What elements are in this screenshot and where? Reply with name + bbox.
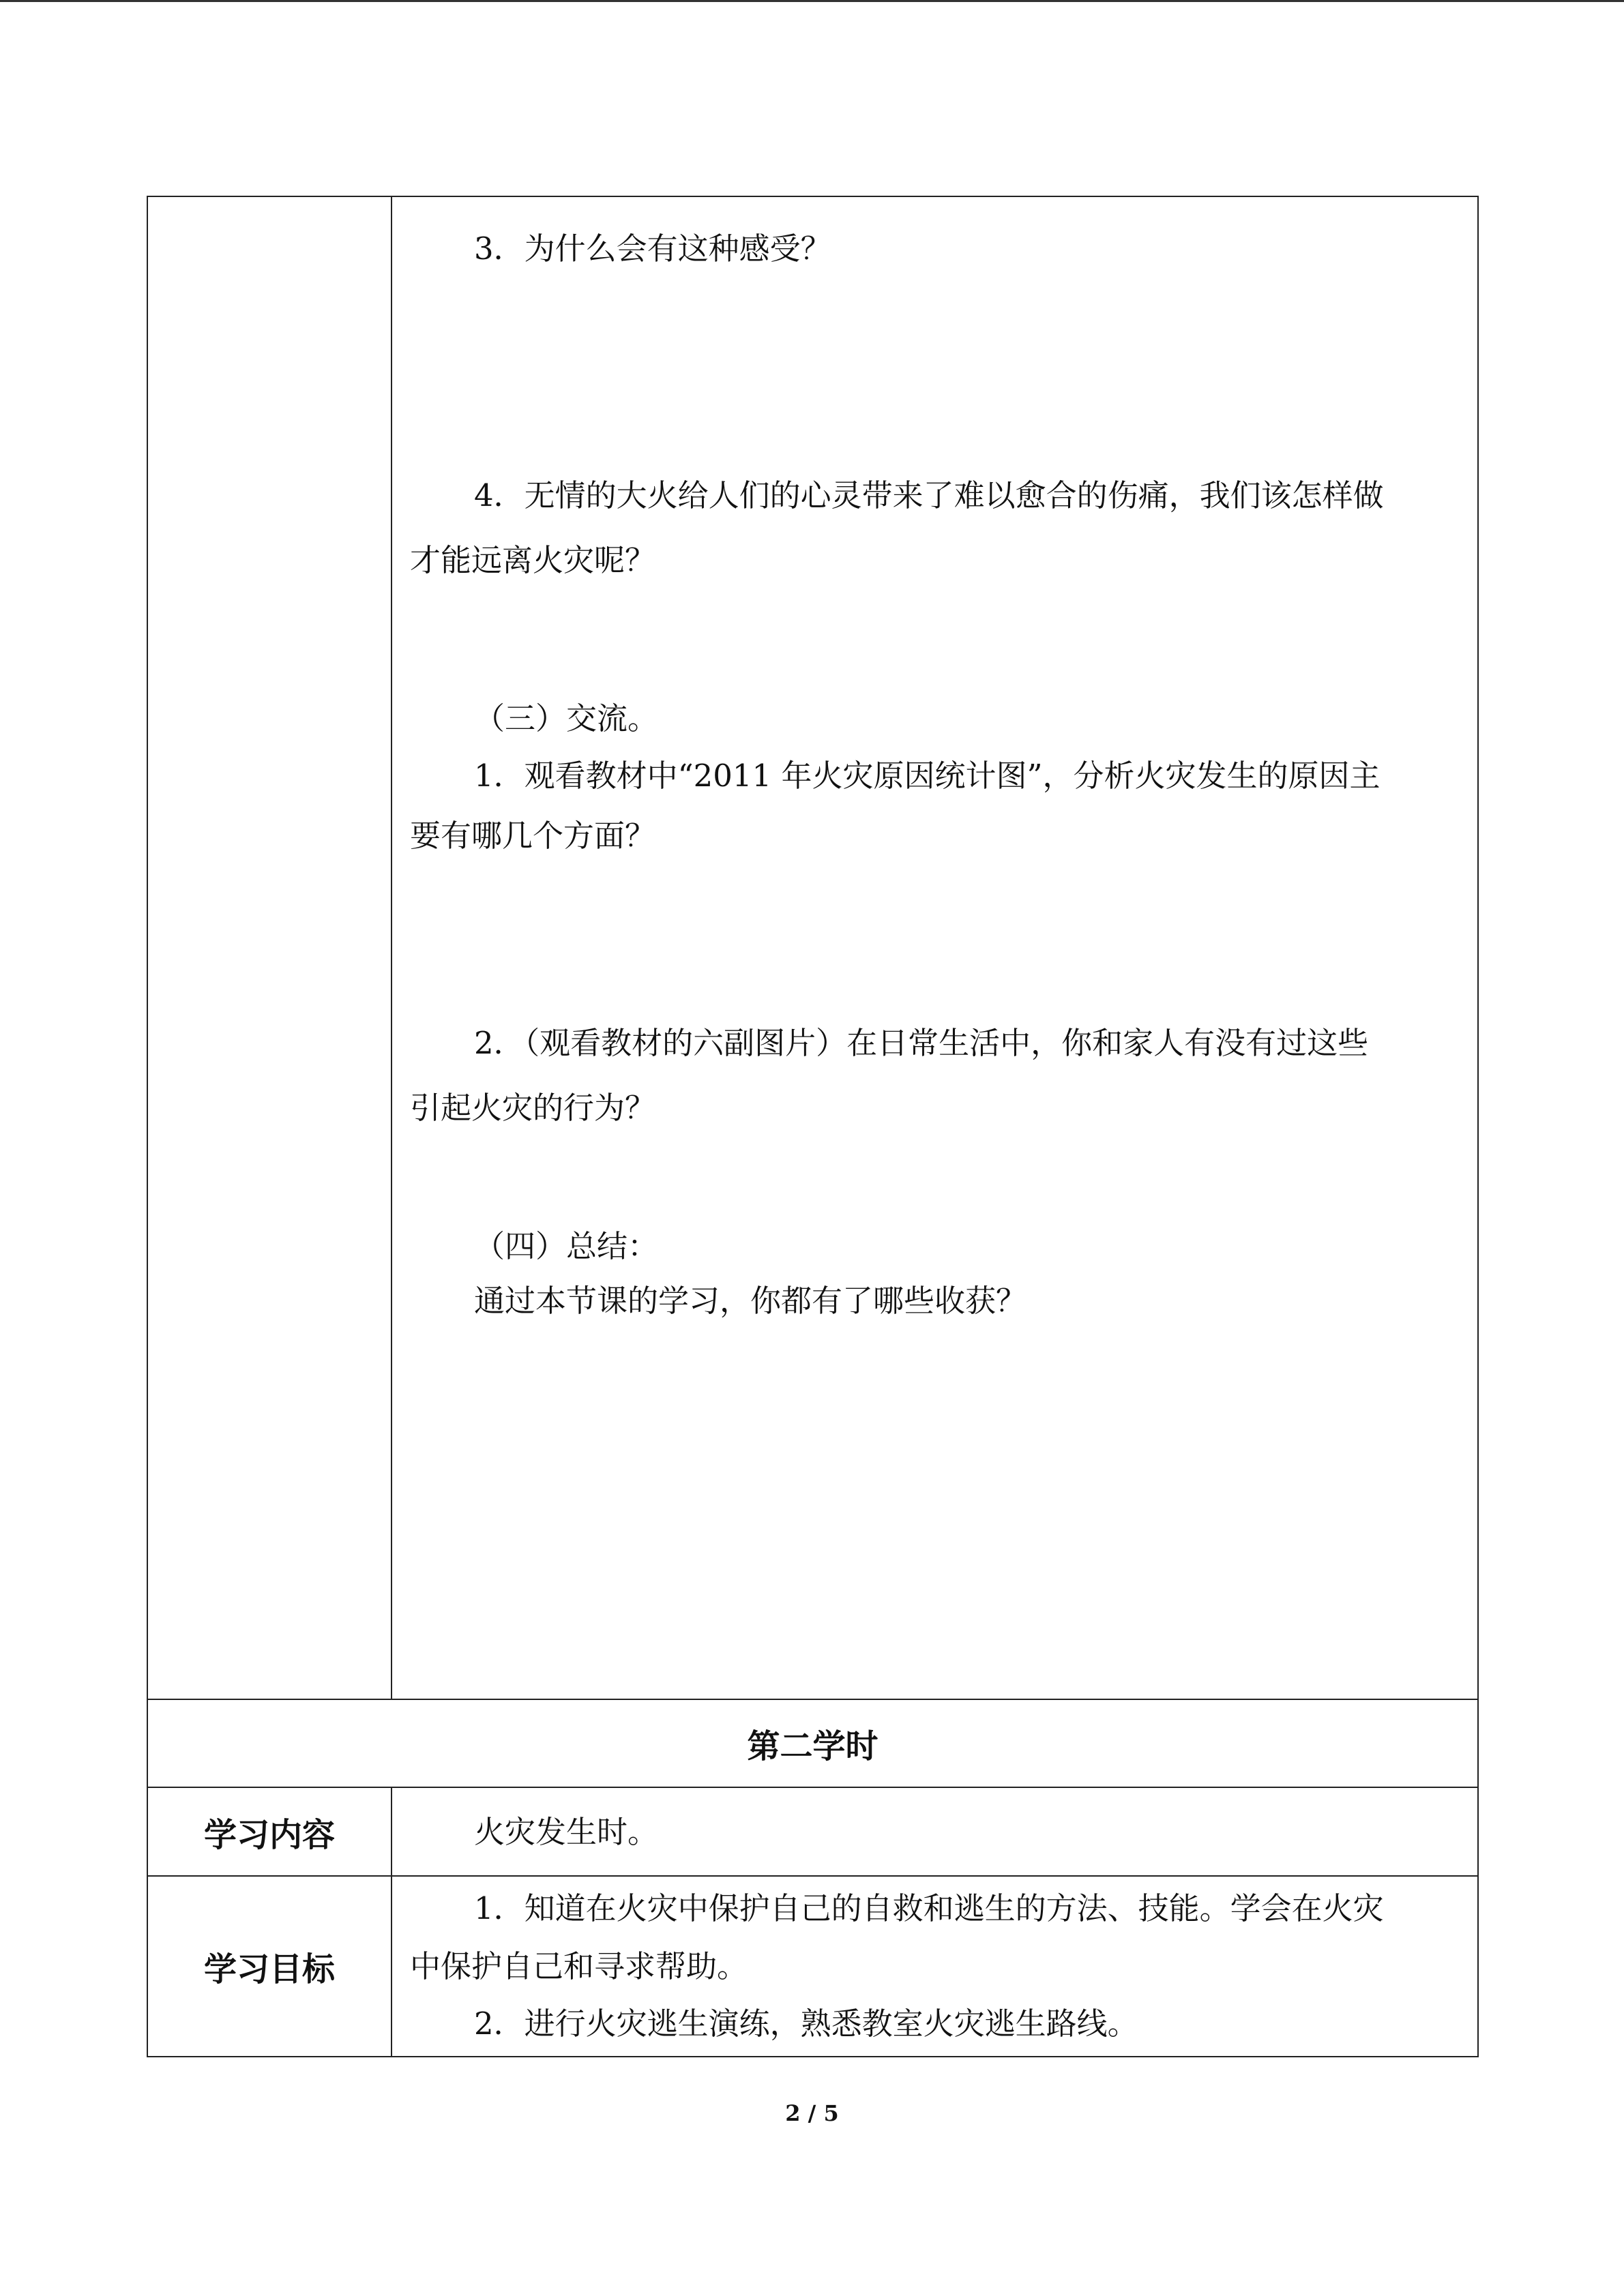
- content-value: 火灾发生时。: [474, 1813, 659, 1850]
- goals-row: [147, 1876, 1478, 2057]
- goals-value-cell: [392, 1876, 1478, 2057]
- part-3-question-2-line1: 2．（观看教材的六副图片）在日常生活中，你和家人有没有过这些: [474, 1025, 1369, 1061]
- page-top-border: [0, 0, 1624, 2]
- question-4-line2: 才能远离火灾呢？: [410, 542, 656, 578]
- question-3: 3．为什么会有这种感受？: [474, 230, 831, 267]
- goal-1-line2: 中保护自己和寻求帮助。: [410, 1948, 748, 1984]
- content-row: [147, 1787, 1478, 1876]
- goals-label: 学习目标: [147, 1876, 392, 2057]
- goal-2: 2．进行火灾逃生演练，熟悉教室火灾逃生路线。: [474, 2006, 1138, 2042]
- content-label: 学习内容: [147, 1787, 392, 1876]
- question-4-line1: 4．无情的大火给人们的心灵带来了难以愈合的伤痛，我们该怎样做: [474, 477, 1384, 513]
- session-header-row: [147, 1699, 1478, 1787]
- part-3-title: （三）交流。: [474, 700, 659, 736]
- activity-row: [147, 196, 1478, 1699]
- page-number: 2 / 5: [785, 2100, 839, 2126]
- lesson-table: [147, 196, 1479, 2057]
- activity-label-cell: [147, 196, 392, 1699]
- part-3-question-1-line1: 1．观看教材中“2011 年火灾原因统计图”，分析火灾发生的原因主: [474, 758, 1381, 794]
- goal-1-line1: 1．知道在火灾中保护自己的自救和逃生的方法、技能。学会在火灾: [474, 1890, 1384, 1926]
- content-value-cell: [392, 1787, 1478, 1876]
- session-header: 第二学时: [147, 1699, 1478, 1787]
- part-4-title: （四）总结：: [474, 1228, 659, 1264]
- part-4-question: 通过本节课的学习，你都有了哪些收获？: [474, 1283, 1027, 1319]
- part-3-question-2-line2: 引起火灾的行为？: [410, 1090, 656, 1126]
- activity-content-cell: [392, 196, 1478, 1699]
- part-3-question-1-line2: 要有哪几个方面？: [410, 818, 656, 854]
